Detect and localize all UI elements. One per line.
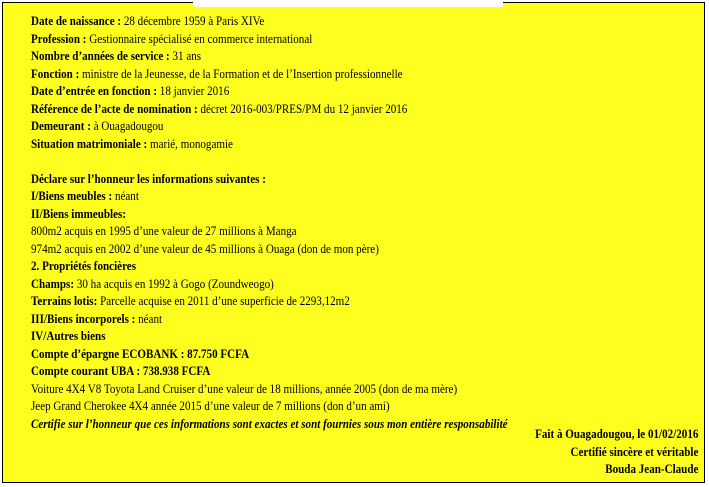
service-label: Nombre d’années de service : [31, 49, 170, 63]
birth-value: 28 décembre 1959 à Paris XIVe [123, 14, 265, 28]
marital-value: marié, monogamie [149, 136, 233, 151]
immovable-item-1: 800m2 acquis en 1995 d’une valeur de 27 millions à Manga [31, 224, 297, 238]
entry-line [31, 83, 634, 101]
savings-line [31, 346, 634, 364]
marital-line [31, 136, 634, 154]
movables-label: I/Biens meubles : [31, 189, 113, 203]
savings-value: 87.750 FCFA [187, 346, 250, 361]
reference-value: décret 2016-003/PRES/PM du 12 janvier 2016 [200, 101, 408, 116]
other-heading: IV/Autres biens [31, 329, 106, 343]
spacer [31, 153, 634, 171]
vehicle-item-2: Jeep Grand Cherokee 4X4 année 2015 d’une valeur de 7 millions (don d’un ami) [31, 399, 390, 413]
plots-line [31, 293, 634, 311]
marital-label: Situation matrimoniale : [31, 136, 148, 151]
vehicle-item-1: Voiture 4X4 V8 Toyota Land Cruiser d’une valeur de 18 millions, année 2005 (don de ma mère) [31, 381, 458, 396]
birth-label: Date de naissance : [31, 14, 122, 28]
signatory-name: Bouda Jean-Claude [604, 462, 698, 476]
land-heading: 2. Propriétés foncières [31, 259, 137, 273]
top-border-gap [193, 2, 503, 7]
birth-line [31, 13, 634, 31]
plots-value: Parcelle acquise en 2011 d’une superficie de 2293,12m2 [100, 294, 350, 308]
intangible-line [31, 311, 634, 329]
reference-label: Référence de l’acte de nomination : [31, 101, 198, 116]
current-account-value: 738.938 FCFA [142, 364, 211, 378]
service-value: 31 ans [172, 49, 202, 63]
place-date: Fait à Ouagadougou, le 01/02/2016 [534, 427, 698, 441]
document-body [31, 13, 634, 433]
savings-label: Compte d’épargne ECOBANK : [31, 346, 185, 361]
current-account-label: Compte courant UBA : [31, 364, 141, 378]
plots-label: Terrains lotis: [31, 294, 98, 308]
service-line [31, 48, 634, 66]
profession-line [31, 31, 634, 49]
intangible-label: III/Biens incorporels : [31, 311, 136, 326]
current-account-line [31, 363, 634, 381]
signature-block [535, 426, 698, 479]
entry-label: Date d’entrée en fonction : [31, 84, 158, 98]
function-line [31, 66, 634, 84]
function-value: ministre de la Jeunesse, de la Formation et de l’Insertion professionnelle [82, 66, 403, 81]
intangible-value: néant [138, 311, 163, 326]
profession-value: Gestionnaire spécialisé en commerce international [89, 31, 313, 46]
residence-label: Demeurant : [31, 119, 91, 133]
declaration-document [2, 2, 705, 483]
residence-line [31, 118, 634, 136]
reference-line [31, 101, 634, 119]
fields-line [31, 276, 634, 294]
fields-label: Champs: [31, 276, 75, 291]
certified-line: Certifié sincère et véritable [570, 444, 698, 459]
function-label: Fonction : [31, 66, 80, 81]
immovables-heading: II/Biens immeubles: [31, 206, 127, 221]
immovable-item-2: 974m2 acquis en 2002 d’une valeur de 45 millions à Ouaga (don de mon père) [31, 241, 379, 256]
fields-value: 30 ha acquis en 1992 à Gogo (Zoundweogo) [76, 276, 274, 291]
profession-label: Profession : [31, 31, 87, 46]
certification-statement: Certifie sur l’honneur que ces informations sont exactes et sont fournies sous mon entière responsabilité [31, 416, 508, 431]
movables-line [31, 188, 634, 206]
residence-value: à Ouagadougou [93, 119, 164, 133]
declaration-intro: Déclare sur l’honneur les informations suivantes : [31, 171, 266, 186]
movables-value: néant [114, 189, 139, 203]
entry-value: 18 janvier 2016 [159, 84, 230, 98]
